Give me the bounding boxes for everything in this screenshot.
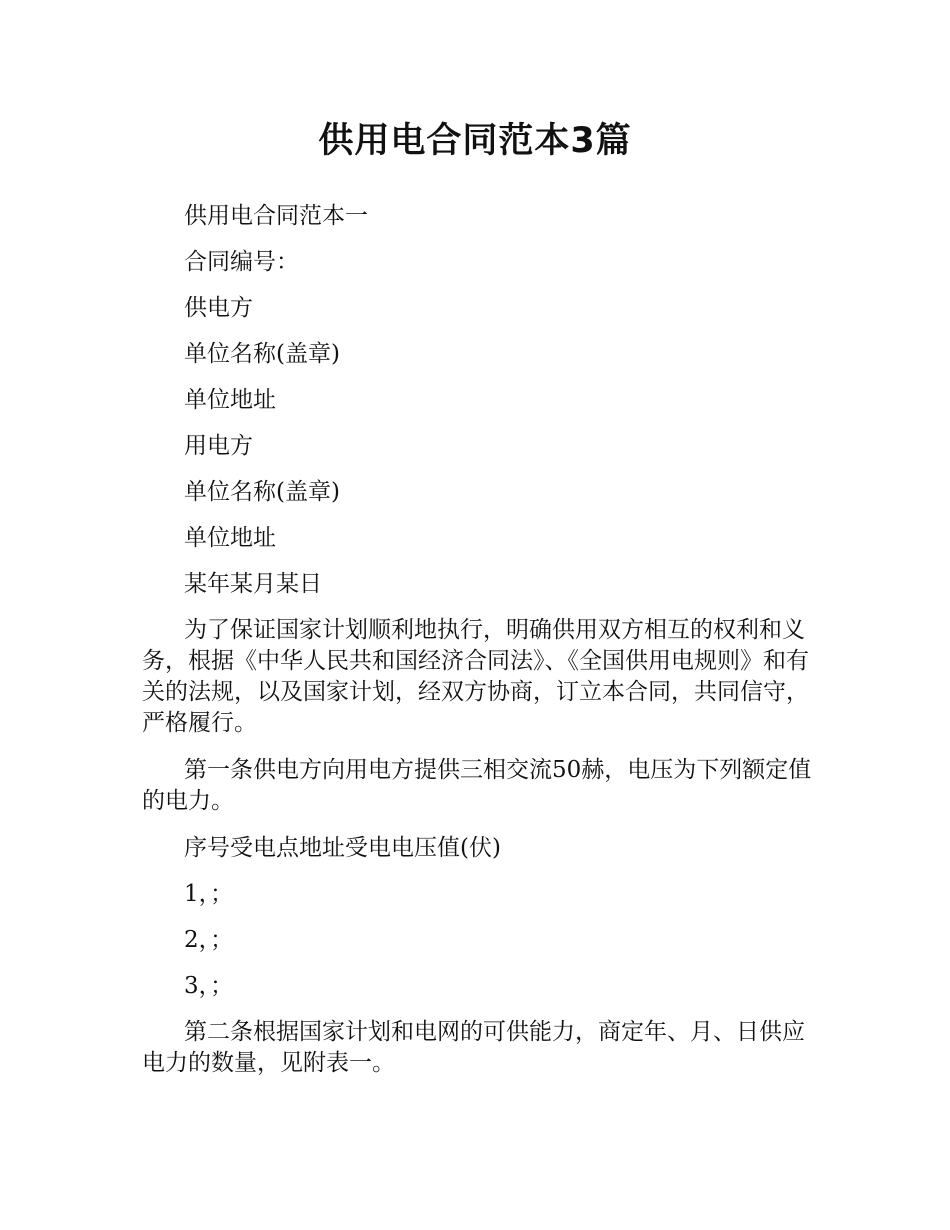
list-item-1: 1，； (184, 881, 234, 907)
supplier-label: 供电方 (184, 295, 253, 321)
section-heading: 供用电合同范本一 (184, 203, 368, 229)
consumer-label: 用电方 (184, 433, 253, 459)
table-header-line: 序号受电点地址受电电压值(伏) (184, 835, 501, 861)
contract-number-label: 合同编号： (184, 249, 299, 275)
preamble-paragraph: 为了保证国家计划顺利地执行，明确供用双方相互的权利和义务，根据《中华人民共和国经济合同法》、《全国供用电规则》和有关的法规，以及国家计划，经双方协商，订立本合同，共同信守，严格履行。 (142, 617, 809, 736)
date-line: 某年某月某日 (184, 571, 322, 597)
list-item-2: 2，； (184, 927, 234, 953)
document-title: 供用电合同范本3篇 (318, 121, 632, 161)
supplier-name-label: 单位名称(盖章) (184, 341, 340, 367)
consumer-name-label: 单位名称(盖章) (184, 479, 340, 505)
article-1-paragraph: 第一条供电方向用电方提供三相交流50赫，电压为下列额定值的电力。 (142, 757, 812, 814)
consumer-address-label: 单位地址 (184, 525, 276, 551)
list-item-3: 3，； (184, 973, 234, 999)
article-2-paragraph: 第二条根据国家计划和电网的可供能力，商定年、月、日供应电力的数量，见附表一。 (142, 1019, 805, 1076)
document-body (142, 201, 812, 1095)
supplier-address-label: 单位地址 (184, 387, 276, 413)
